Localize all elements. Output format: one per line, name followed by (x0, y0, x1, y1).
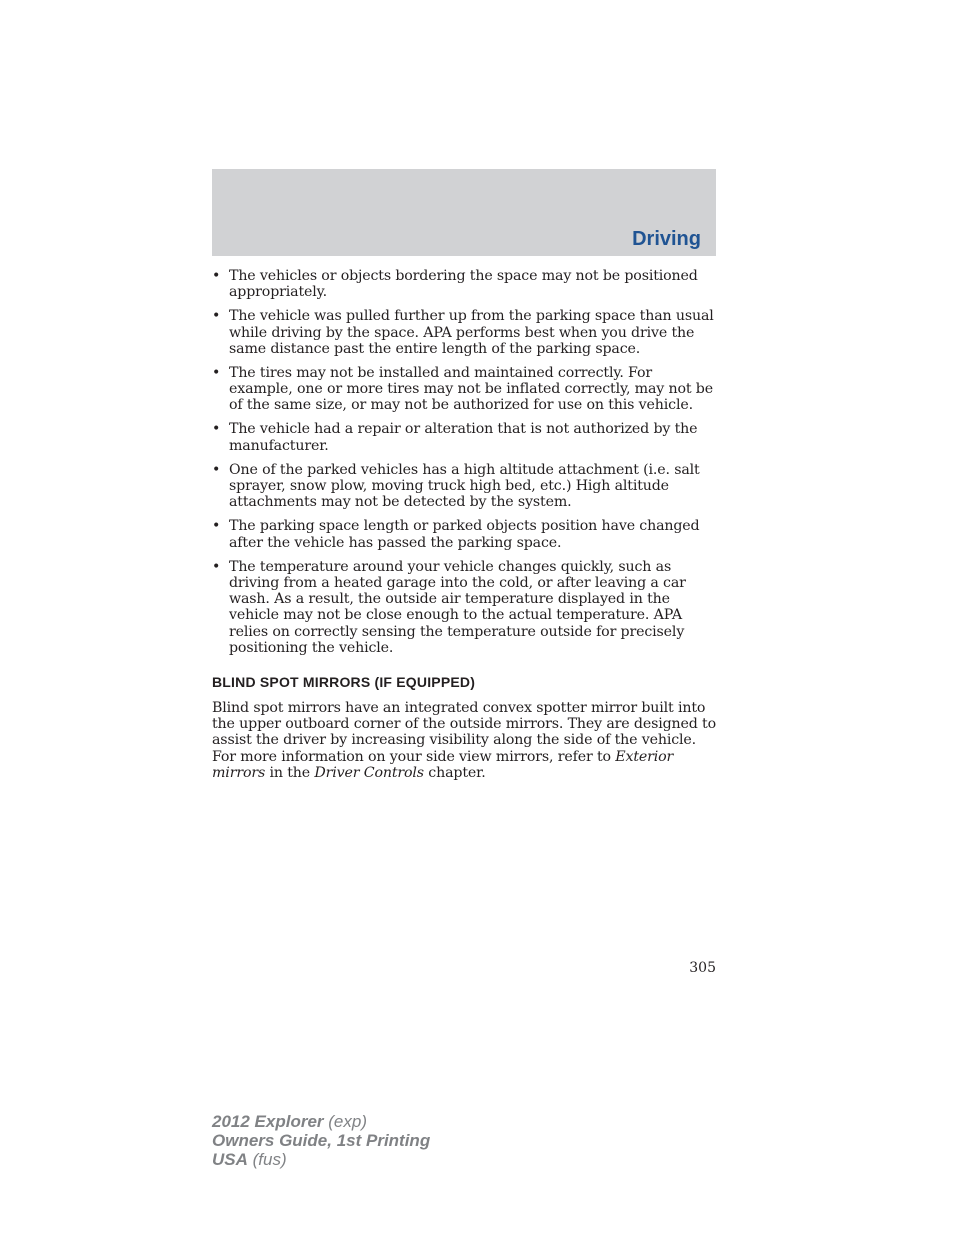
list-item-text: The parking space length or parked objects position have changed after the vehicle has passed the parking space. (229, 518, 700, 551)
bullet-glyph: • (212, 558, 221, 575)
footer-line (212, 1112, 430, 1131)
list-item (212, 365, 718, 414)
section-header-band (212, 169, 716, 256)
bullet-glyph: • (212, 364, 221, 381)
list-item (212, 559, 718, 657)
cross-reference: Driver Controls (314, 764, 424, 781)
footer-line (212, 1150, 430, 1169)
list-item-text: The tires may not be installed and maintained correctly. For example, one or more tires may not be inflated correctly, may not be of the same size, or may not be authorized for use on this vehicle. (229, 364, 713, 414)
page-content (212, 268, 718, 781)
bullet-glyph: • (212, 518, 221, 535)
section-paragraph (212, 700, 718, 781)
footer-market: USA (212, 1150, 248, 1169)
list-item-text: The vehicle had a repair or alteration that is not authorized by the manufacturer. (229, 421, 698, 454)
section-title: Driving (632, 228, 701, 250)
footer-code: (fus) (252, 1150, 287, 1169)
list-item-text: The vehicles or objects bordering the space may not be positioned appropriately. (229, 268, 698, 301)
footer-edition: Owners Guide, 1st Printing (212, 1131, 431, 1150)
page-number: 305 (689, 960, 716, 976)
bullet-glyph: • (212, 461, 221, 478)
list-item (212, 462, 718, 511)
list-item (212, 308, 718, 357)
list-item (212, 421, 718, 454)
bullet-glyph: • (212, 308, 221, 325)
list-item (212, 268, 718, 301)
list-item-text: The temperature around your vehicle changes quickly, such as driving from a heated garage into the cold, or after leaving a car wash. As a result, the outside air temperature displayed in the vehicle may not be close enough to the actual temperature. APA relies on correctly sensing the temperature outside for precisely positioning the vehicle. (229, 558, 686, 657)
paragraph-text: in the (269, 764, 311, 781)
list-item (212, 518, 718, 551)
bullet-list (212, 268, 718, 656)
cross-reference: Exterior mirrors (212, 748, 674, 781)
paragraph-text: Blind spot mirrors have an integrated convex spotter mirror built into the upper outboard corner of the outside mirrors. They are designed to assist the driver by increasing visibility along the side of the vehicle. For more information on your side view mirrors, refer to (212, 699, 716, 765)
paragraph-text: chapter. (428, 764, 486, 781)
footer-code: (exp) (328, 1112, 367, 1131)
bullet-glyph: • (212, 421, 221, 438)
document-footer (212, 1112, 430, 1169)
list-item-text: The vehicle was pulled further up from the parking space than usual while driving by the space. APA performs best when you drive the same distance past the entire length of the parking space. (229, 308, 714, 357)
section-heading: BLIND SPOT MIRRORS (IF EQUIPPED) (212, 674, 476, 691)
footer-line (212, 1131, 430, 1150)
list-item-text: One of the parked vehicles has a high altitude attachment (i.e. salt sprayer, snow plow, moving truck high bed, etc.) High altitude attachments may not be detected by the system. (229, 461, 700, 511)
footer-model: 2012 Explorer (212, 1112, 324, 1131)
bullet-glyph: • (212, 268, 221, 284)
